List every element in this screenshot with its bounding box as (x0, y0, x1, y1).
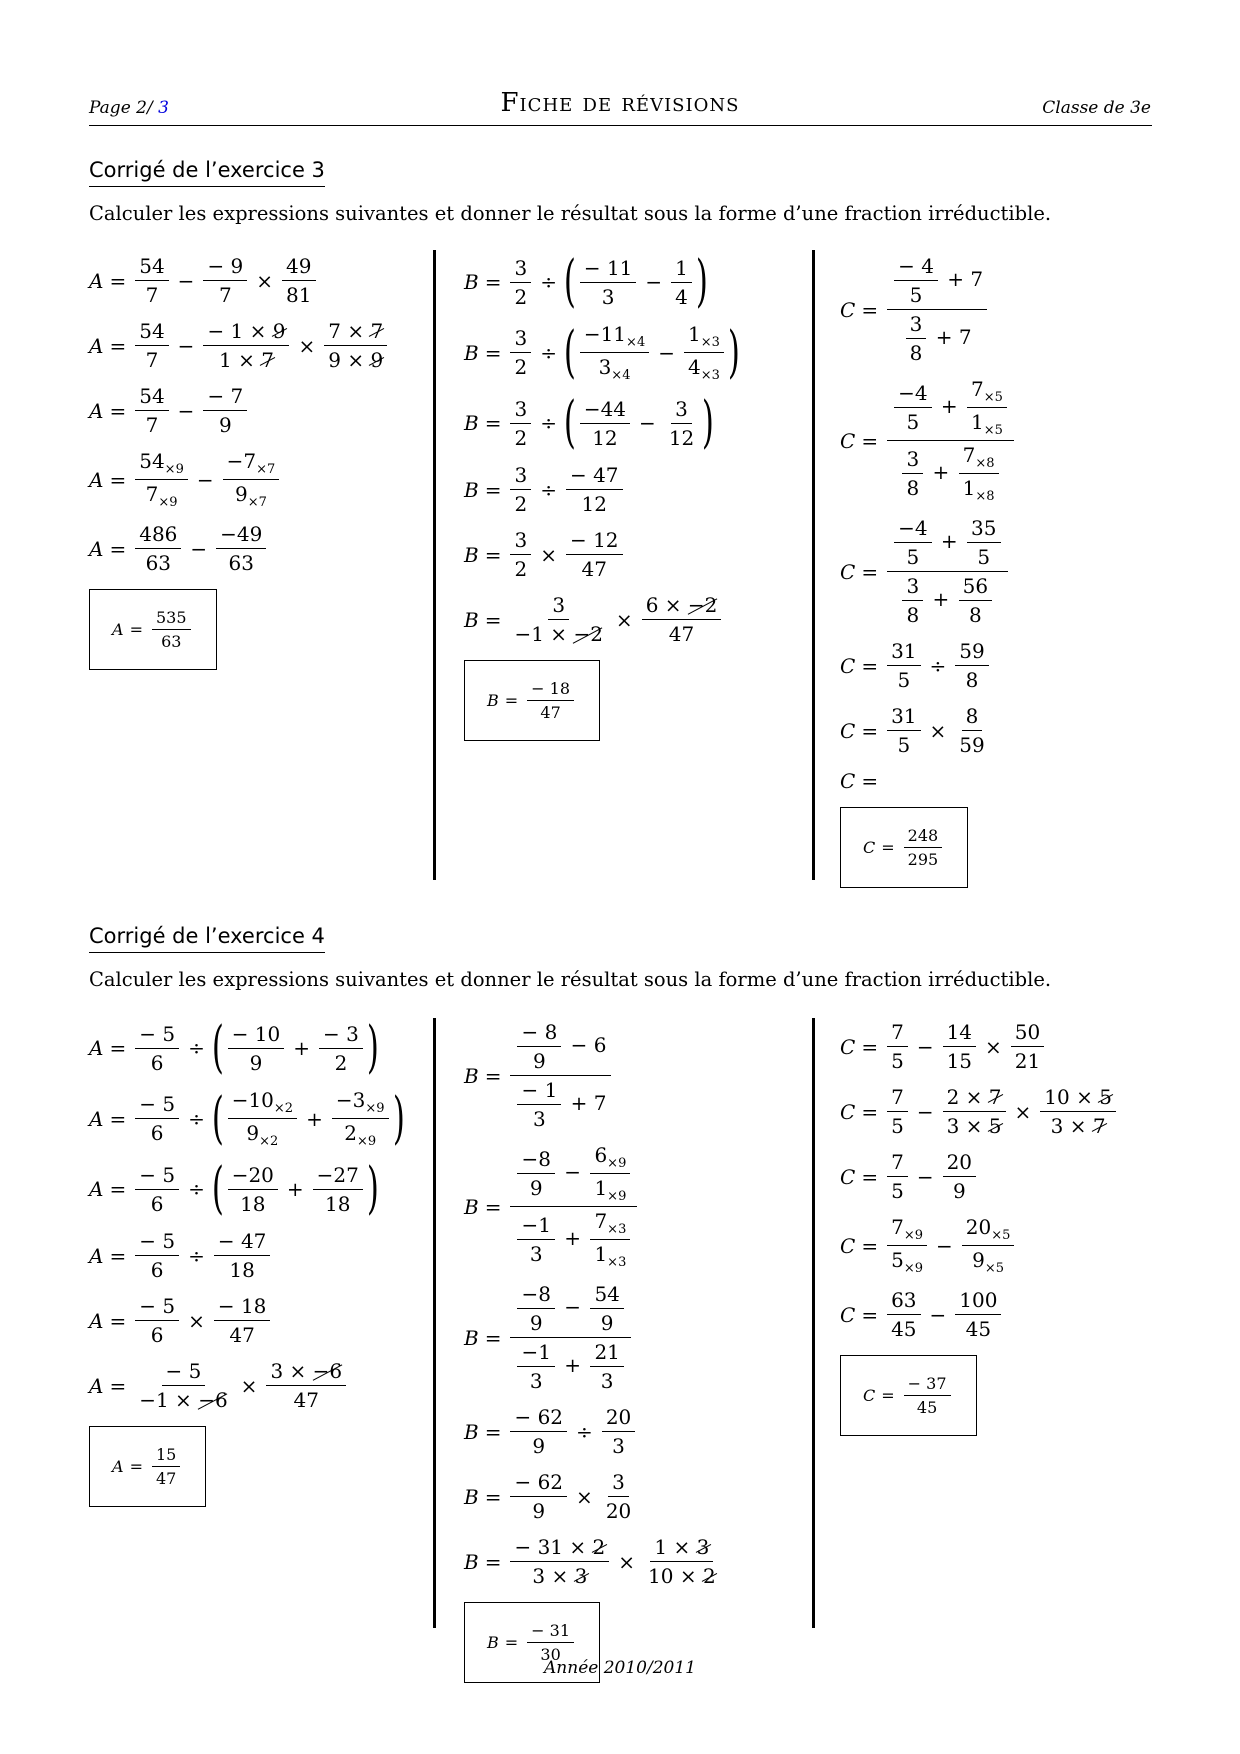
header-rule (89, 125, 1152, 126)
page-title: Fiche de révisions (500, 88, 740, 118)
page-label: Page 2/ (89, 98, 153, 118)
exercise-3-part-c: C = $\frac{- 4}{5}$ + 7 $\frac{3}{8}$ + 7 C = $\frac{-4}{5}$ + $\frac{7_{\times 5}}{1_{\times 5}}$ $\frac{3}{8}$ + $\frac{7_{\times 8}}{1_{\times 8}}$ C = $\frac{-4}{5}$ + $\frac{35}{5}$ $\frac{3}{8}$ + $\frac{56}{8}$ C = $\frac{31}{5}$ ÷ $\frac{59}{8}$ C = $\frac{31}{5}$ × $\frac{8}{59}$ C = C = $\frac{248}{295}$ (840, 254, 1017, 888)
result-box: C = $\frac{248}{295}$ (840, 807, 968, 888)
exercise-3-part-a: A = $\frac{54}{7}$ − $\frac{- 9}{7}$ × $\frac{49}{81}$ A = $\frac{54}{7}$ − $\frac{- 1 \times 9}{1 \times 7}$ × $\frac{7 \times 7}{9 \times 9}$ A = $\frac{54}{7}$ − $\frac{- 7}{9}$ A = $\frac{54_{\times 9}}{7_{\times 9}}$ − $\frac{-7_{\times 7}}{9_{\times 7}}$ A = $\frac{486}{63}$ − $\frac{-49}{63}$ A = $\frac{535}{63}$ (89, 254, 390, 670)
column-divider (812, 1018, 815, 1628)
class-label: Classe de 3e (1042, 98, 1151, 118)
exercise-3-part-b: B = $\frac{3}{2}$ ÷ ( − 11 3 − $\frac{1}{4}$ ) B = $\frac{3}{2}$ ÷ ( $-11_{\times 4}$ $3_{\times 4}$ − $\frac{1_{\times 3}}{4_{\times 3}}$ ) B = $\frac{3}{2}$ ÷ ( −44 12 − $\frac{3}{12}$ ) B = $\frac{3}{2}$ ÷ $\frac{- 47}{12}$ B = $\frac{3}{2}$ × $\frac{- 12}{47}$ B = $\frac{3}{-1 \times -2}$ × $\frac{6 \times -2}{47}$ B = $\frac{- 18}{47}$ (464, 254, 741, 741)
exercise-3-title: Corrigé de l’exercice 3 (89, 158, 325, 187)
result-box: B = $\frac{- 31}{30}$ (464, 1602, 600, 1683)
column-divider (812, 250, 815, 880)
footer-year: Année 2010/2011 (544, 1658, 696, 1678)
exercise-3-intro: Calculer les expressions suivantes et donner le résultat sous la forme d’une fraction irréductible. (89, 202, 1052, 225)
result-box: B = $\frac{- 18}{47}$ (464, 660, 600, 741)
page-total-link[interactable]: 3 (158, 98, 169, 118)
column-divider (433, 250, 436, 880)
exercise-4-title: Corrigé de l’exercice 4 (89, 924, 325, 953)
exercise-4-part-a: A = $\frac{- 5}{6}$ ÷ ( − 10 9 + $\frac{- 3}{2}$ ) A = $\frac{- 5}{6}$ ÷ ( $-10_{\times 2}$ $9_{\times 2}$ + $\frac{-3_{\times 9}}{2_{\times 9}}$ ) A = $\frac{- 5}{6}$ ÷ ( −20 18 + $\frac{-27}{18}$ ) A = $\frac{- 5}{6}$ ÷ $\frac{- 47}{18}$ A = $\frac{- 5}{6}$ × $\frac{- 18}{47}$ A = $\frac{- 5}{-1 \times -6}$ × $\frac{3 \times -6}{47}$ A = $\frac{15}{47}$ (89, 1020, 405, 1507)
exercise-4-intro: Calculer les expressions suivantes et donner le résultat sous la forme d’une fraction irréductible. (89, 968, 1052, 991)
column-divider (433, 1018, 436, 1628)
exercise-4-part-c: C = $\frac{7}{5}$ − $\frac{14}{15}$ × $\frac{50}{21}$ C = $\frac{7}{5}$ − $\frac{2 \times 7}{3 \times 5}$ × $\frac{10 \times 5}{3 \times 7}$ C = $\frac{7}{5}$ − $\frac{20}{9}$ C = $\frac{7_{\times 9}}{5_{\times 9}}$ − $\frac{20_{\times 5}}{9_{\times 5}}$ C = $\frac{63}{45}$ − $\frac{100}{45}$ C = $\frac{- 37}{45}$ (840, 1020, 1119, 1436)
result-box: C = $\frac{- 37}{45}$ (840, 1355, 977, 1436)
exercise-4-part-b: B = $\frac{- 8}{9}$ − 6 $\frac{- 1}{3}$ + 7 B = $\frac{-8}{9}$ − $\frac{6_{\times 9}}{1_{\times 9}}$ $\frac{-1}{3}$ + $\frac{7_{\times 3}}{1_{\times 3}}$ B = $\frac{-8}{9}$ − $\frac{54}{9}$ $\frac{-1}{3}$ + $\frac{21}{3}$ B = $\frac{- 62}{9}$ ÷ $\frac{20}{3}$ B = $\frac{- 62}{9}$ × $\frac{3}{20}$ B = $\frac{- 31 \times 2}{3 \times 3}$ × $\frac{1 \times 3}{10 \times 2}$ B = $\frac{- 31}{30}$ (464, 1020, 723, 1683)
result-box: A = $\frac{535}{63}$ (89, 589, 217, 670)
result-box: A = $\frac{15}{47}$ (89, 1426, 206, 1507)
